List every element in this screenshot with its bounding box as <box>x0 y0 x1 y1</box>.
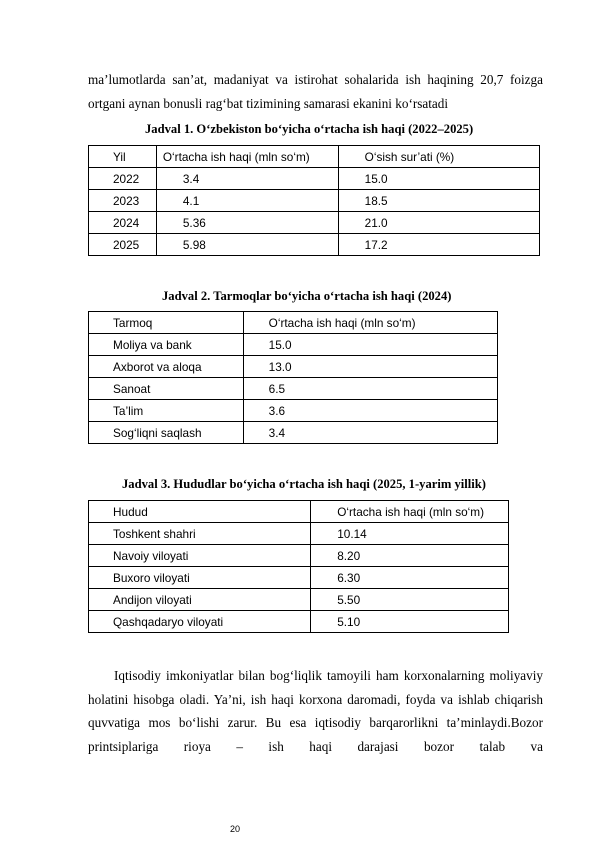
table-header-row <box>89 501 509 523</box>
table1-caption: Jadval 1. O‘zbekiston bo‘yicha o‘rtacha ish haqi (2022–2025) <box>145 122 474 136</box>
table-row <box>89 523 509 545</box>
table1-average-salary-by-year <box>88 145 540 256</box>
table-row <box>89 545 509 567</box>
header-cell: O‘rtacha ish haqi (mln so‘m) <box>243 312 497 334</box>
paragraph-bottom: Iqtisodiy imkoniyatlar bilan bog‘liqlik tamoyili ham korxonalarning moliyaviy holatini hisobga oladi. Ya’ni, ish haqi korxona daromadi, foyda va ishlab chiqarish quvvatiga mos bo‘lishi zarur. Bu esa iqtisodiy barqarorlikni ta’minlaydi.Bozor printsiplariga rioya – ish haqi darajasi bozor talab va <box>88 668 543 754</box>
table-cell: 2025 <box>89 234 157 256</box>
table-row <box>89 212 540 234</box>
table-cell: 15.0 <box>338 168 539 190</box>
table-row <box>89 378 498 400</box>
table-cell: Buxoro viloyati <box>89 567 311 589</box>
table-cell: Andijon viloyati <box>89 589 311 611</box>
table-cell: 5.98 <box>156 234 338 256</box>
table-row <box>89 334 498 356</box>
table-cell: 10.14 <box>311 523 509 545</box>
table-row <box>89 567 509 589</box>
header-cell: Yil <box>89 146 157 168</box>
table2-average-salary-by-sector <box>88 311 498 444</box>
table-cell: 8.20 <box>311 545 509 567</box>
table-row <box>89 400 498 422</box>
table-cell: 3.4 <box>243 422 497 444</box>
table-cell: 3.4 <box>156 168 338 190</box>
table-cell: 17.2 <box>338 234 539 256</box>
table-cell: 4.1 <box>156 190 338 212</box>
table-cell: Qashqadaryo viloyati <box>89 611 311 633</box>
table-cell: Ta’lim <box>89 400 244 422</box>
table-cell: Moliya va bank <box>89 334 244 356</box>
header-cell: O‘sish sur’ati (%) <box>338 146 539 168</box>
header-cell: Tarmoq <box>89 312 244 334</box>
table-cell: Toshkent shahri <box>89 523 311 545</box>
header-cell: O‘rtacha ish haqi (mln so‘m) <box>156 146 338 168</box>
table-row <box>89 422 498 444</box>
table-row <box>89 234 540 256</box>
table-cell: 5.10 <box>311 611 509 633</box>
table-cell: 6.5 <box>243 378 497 400</box>
table-cell: 6.30 <box>311 567 509 589</box>
table-row <box>89 589 509 611</box>
table-cell: 5.50 <box>311 589 509 611</box>
table-row <box>89 611 509 633</box>
page-number: 20 <box>230 824 241 834</box>
table-cell: 21.0 <box>338 212 539 234</box>
table-cell: Sanoat <box>89 378 244 400</box>
paragraph-top: ma’lumotlarda san’at, madaniyat va istirohat sohalarida ish haqining 20,7 foizga ortgani aynan bonusli rag‘bat tizimining samarasi ekanini ko‘rsatadi <box>88 72 543 111</box>
table-cell: Sog‘liqni saqlash <box>89 422 244 444</box>
table-cell: 5.36 <box>156 212 338 234</box>
table2-caption: Jadval 2. Tarmoqlar bo‘yicha o‘rtacha ish haqi (2024) <box>162 289 452 303</box>
table-cell: 15.0 <box>243 334 497 356</box>
table-cell: 2022 <box>89 168 157 190</box>
table-header-row <box>89 146 540 168</box>
table-cell: Axborot va aloqa <box>89 356 244 378</box>
table-cell: 2024 <box>89 212 157 234</box>
table3-caption: Jadval 3. Hududlar bo‘yicha o‘rtacha ish haqi (2025, 1-yarim yillik) <box>122 477 486 491</box>
table-row <box>89 356 498 378</box>
table-cell: 3.6 <box>243 400 497 422</box>
table-cell: 18.5 <box>338 190 539 212</box>
header-cell: Hudud <box>89 501 311 523</box>
table-row <box>89 168 540 190</box>
table-row <box>89 190 540 212</box>
table3-average-salary-by-region <box>88 500 509 633</box>
table-cell: 2023 <box>89 190 157 212</box>
table-header-row <box>89 312 498 334</box>
header-cell: O‘rtacha ish haqi (mln so‘m) <box>311 501 509 523</box>
table-cell: 13.0 <box>243 356 497 378</box>
table-cell: Navoiy viloyati <box>89 545 311 567</box>
